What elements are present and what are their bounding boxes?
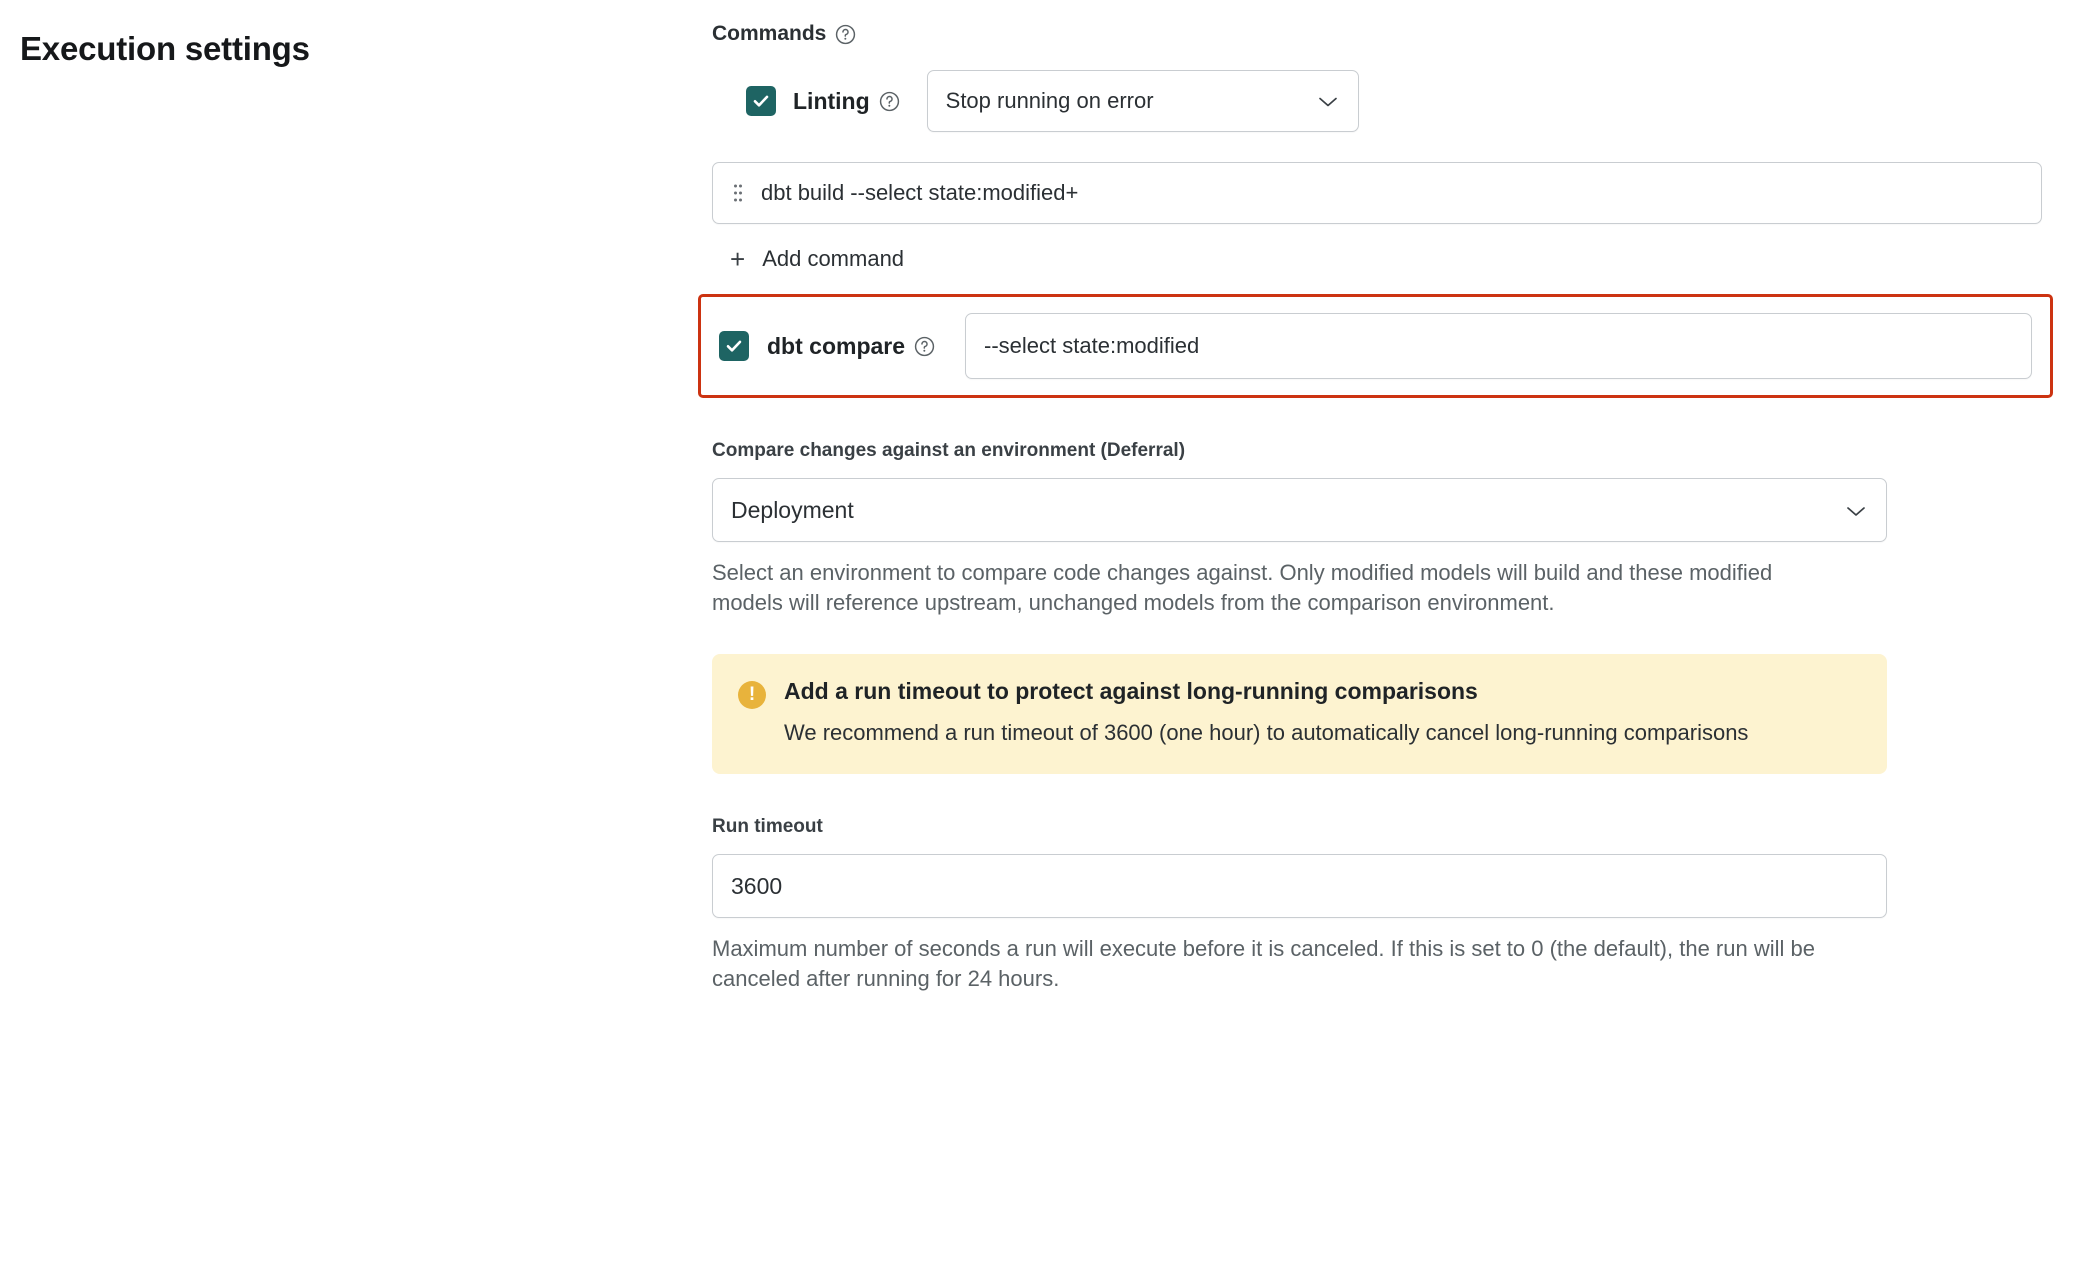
command-row[interactable]	[712, 162, 2042, 224]
dbt-compare-checkbox[interactable]	[719, 331, 749, 361]
dbt-compare-input[interactable]	[965, 313, 2032, 379]
linting-label-text: Linting	[793, 87, 870, 114]
page-title: Execution settings	[20, 30, 310, 67]
run-timeout-help-text: Maximum number of seconds a run will execute before it is canceled. If this is set to 0 (the default), the run will be canceled after running for 24 hours.	[712, 936, 1815, 991]
help-circle-icon[interactable]	[835, 24, 856, 45]
dbt-compare-label	[767, 333, 935, 360]
run-timeout-value: 3600	[731, 872, 783, 899]
command-input-value: dbt build --select state:modified+	[761, 180, 1079, 205]
deferral-help-text: Select an environment to compare code changes against. Only modified models will build and these modified models will reference upstream, unchanged models from the comparison environment.	[712, 560, 1773, 615]
dbt-compare-block	[698, 294, 2053, 398]
dbt-compare-input-value: --select state:modified	[984, 333, 1200, 358]
commands-section-label	[712, 22, 2042, 46]
left-column	[20, 30, 660, 68]
linting-label	[793, 88, 900, 115]
warning-icon: !	[738, 681, 766, 709]
callout-content	[784, 678, 1748, 748]
run-timeout-callout	[712, 654, 1887, 774]
linting-row	[746, 70, 2042, 132]
run-timeout-label: Run timeout	[712, 816, 823, 838]
callout-body: We recommend a run timeout of 3600 (one hour) to automatically cancel long-running comparisons	[784, 719, 1749, 745]
deferral-label: Compare changes against an environment (Deferral)	[712, 440, 1186, 461]
help-circle-icon[interactable]	[914, 336, 935, 357]
chevron-down-icon	[1846, 497, 1866, 524]
commands-label-text: Commands	[712, 22, 827, 45]
add-command-label: Add command	[762, 246, 905, 271]
help-circle-icon[interactable]	[879, 91, 900, 112]
run-timeout-input[interactable]	[712, 854, 1887, 918]
deferral-environment-value: Deployment	[731, 496, 854, 523]
chevron-down-icon	[1318, 88, 1338, 114]
linting-checkbox[interactable]	[746, 86, 776, 116]
drag-handle-icon[interactable]	[729, 180, 747, 206]
linting-behavior-select[interactable]	[927, 70, 1359, 132]
execution-settings-form	[712, 22, 2042, 994]
linting-behavior-value: Stop running on error	[945, 88, 1154, 113]
dbt-compare-label-text: dbt compare	[767, 332, 906, 359]
deferral-environment-select[interactable]	[712, 478, 1887, 542]
plus-icon: +	[730, 244, 746, 274]
add-command-button[interactable]	[730, 246, 904, 272]
callout-title: Add a run timeout to protect against long-running comparisons	[784, 677, 1478, 704]
